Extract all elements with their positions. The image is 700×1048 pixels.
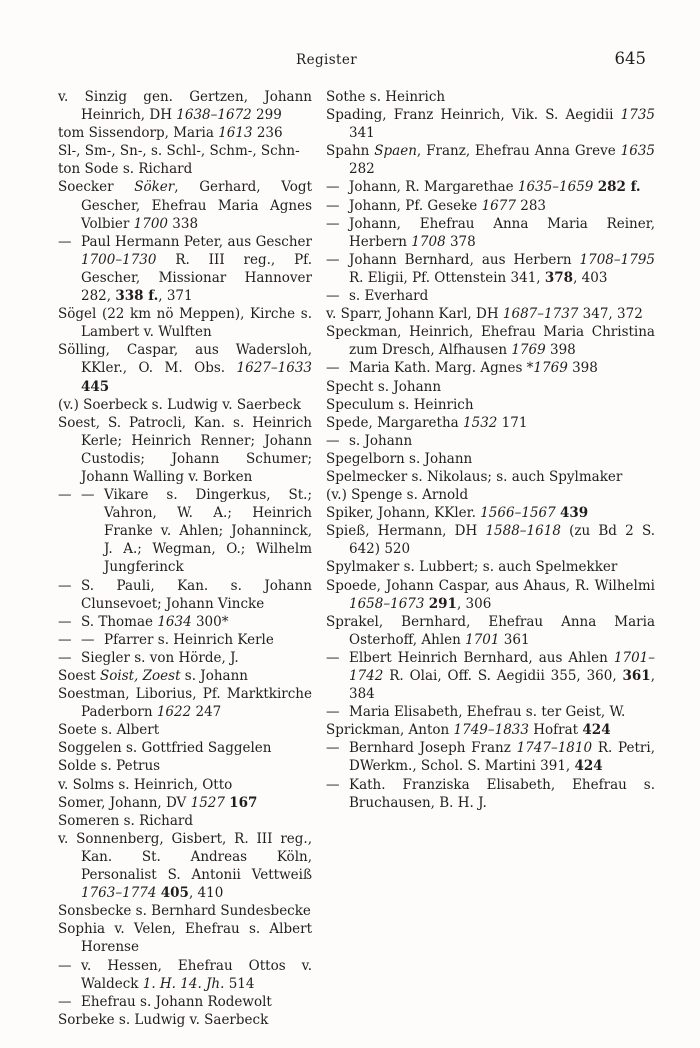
subentry-dash: — bbox=[326, 432, 340, 449]
index-entry: Somer, Johann, DV 1527 167 bbox=[58, 794, 258, 811]
index-entry: Sonsbecke s. Bernhard Sundesbecke bbox=[58, 903, 311, 920]
index-entry: v. Sonnenberg, Gisbert, R. III reg., Kan. St. Andreas Köln, Personalist S. Antonii Vettweiß 1763–1774 405, 410 bbox=[58, 830, 312, 902]
index-entry: — Maria Elisabeth, Ehefrau s. ter Geist, W. bbox=[326, 704, 626, 721]
index-entry: — — Vikare s. Dingerkus, St.; Vahron, W. A.; Heinrich Franke v. Ahlen; Johanninck, J. A.; Wegman, O.; Wilhelm Jungferinck bbox=[58, 487, 312, 576]
page-number: 645 bbox=[614, 49, 646, 68]
index-entry: Sl-, Sm-, Sn-, s. Schl-, Schm-, Schn- bbox=[58, 143, 300, 160]
subentry-dash: — bbox=[326, 251, 340, 268]
index-entry: (v.) Spenge s. Arnold bbox=[326, 487, 469, 504]
index-entry: Solde s. Petrus bbox=[58, 758, 161, 775]
index-entry: v. Sinzig gen. Gertzen, Johann Heinrich, DH 1638–1672 299 bbox=[58, 89, 312, 124]
index-entry: Sorbeke s. Ludwig v. Saerbeck bbox=[58, 1011, 269, 1028]
index-entry: Someren s. Richard bbox=[58, 812, 193, 829]
index-entry: — Elbert Heinrich Bernhard, aus Ahlen 1701–1742 R. Olai, Off. S. Aegidii 355, 360, 361, 384 bbox=[326, 649, 655, 703]
index-entry: — Johann, R. Margarethae 1635–1659 282 f. bbox=[326, 179, 641, 196]
subentry-dash: — bbox=[58, 957, 72, 974]
index-entry: — Johann, Pf. Geseke 1677 283 bbox=[326, 197, 547, 214]
index-entry: Sophia v. Velen, Ehefrau s. Albert Horense bbox=[58, 921, 312, 956]
index-entry: — Bernhard Joseph Franz 1747–1810 R. Petri, DWerkm., Schol. S. Martini 391, 424 bbox=[326, 740, 655, 775]
index-entry: — s. Johann bbox=[326, 432, 413, 449]
subentry-dash: — bbox=[326, 360, 340, 377]
index-entry: — S. Pauli, Kan. s. Johann Clunsevoet; Johann Vincke bbox=[58, 577, 312, 612]
index-entry: Spading, Franz Heinrich, Vik. S. Aegidii 1735 341 bbox=[326, 107, 655, 142]
index-entry: Soest, S. Patrocli, Kan. s. Heinrich Kerle; Heinrich Renner; Johann Custodis; Johann Schumer; Johann Walling v. Borken bbox=[58, 414, 312, 485]
index-entry: Soestman, Liborius, Pf. Marktkirche Paderborn 1622 247 bbox=[58, 686, 312, 721]
index-entry: Speckman, Heinrich, Ehefrau Maria Christina zum Dresch, Alfhausen 1769 398 bbox=[326, 324, 655, 359]
subentry-dash: — bbox=[326, 288, 340, 305]
index-entry: Spelmecker s. Nikolaus; s. auch Spylmaker bbox=[326, 468, 623, 485]
index-entry: — Johann, Ehefrau Anna Maria Reiner, Herbern 1708 378 bbox=[326, 215, 655, 250]
subentry-dash: — bbox=[58, 649, 72, 666]
index-entry: Soete s. Albert bbox=[58, 722, 160, 739]
subentry-dash: — bbox=[326, 776, 340, 793]
subentry-dash: — bbox=[81, 631, 95, 648]
index-entry: Soggelen s. Gottfried Saggelen bbox=[58, 740, 272, 757]
subentry-dash: — bbox=[58, 487, 72, 504]
index-column-left bbox=[58, 88, 312, 1029]
index-entry: — — Pfarrer s. Heinrich Kerle bbox=[58, 631, 274, 648]
index-entry: — S. Thomae 1634 300* bbox=[58, 613, 229, 630]
index-entry: v. Solms s. Heinrich, Otto bbox=[58, 776, 233, 793]
index-entry: — Johann Bernhard, aus Herbern 1708–1795 R. Eligii, Pf. Ottenstein 341, 378, 403 bbox=[326, 251, 655, 286]
index-entry: Sögel (22 km nö Meppen), Kirche s. Lambert v. Wulften bbox=[58, 306, 312, 341]
subentry-dash: — bbox=[58, 233, 72, 250]
index-entry: Spegelborn s. Johann bbox=[326, 450, 473, 467]
subentry-dash: — bbox=[58, 993, 72, 1010]
running-header: Register bbox=[296, 52, 358, 68]
index-entry: Speculum s. Heinrich bbox=[326, 396, 474, 413]
index-entry: — s. Everhard bbox=[326, 288, 429, 305]
index-entry: — v. Hessen, Ehefrau Ottos v. Waldeck 1. H. 14. Jh. 514 bbox=[58, 957, 312, 992]
index-entry: Spieß, Hermann, DH 1588–1618 (zu Bd 2 S. 642) 520 bbox=[326, 523, 655, 558]
subentry-dash: — bbox=[58, 577, 72, 594]
index-entry: Sprakel, Bernhard, Ehefrau Anna Maria Osterhoff, Ahlen 1701 361 bbox=[326, 613, 655, 648]
index-entry: tom Sissendorp, Maria 1613 236 bbox=[58, 125, 283, 142]
index-column-right bbox=[326, 88, 655, 812]
index-entry: Soest Soist, Zoest s. Johann bbox=[58, 668, 248, 684]
index-entry: Spede, Margaretha 1532 171 bbox=[326, 414, 528, 431]
index-entry: — Maria Kath. Marg. Agnes *1769 398 bbox=[326, 360, 598, 377]
index-entry: v. Sparr, Johann Karl, DH 1687–1737 347, 372 bbox=[326, 306, 643, 323]
subentry-dash: — bbox=[58, 613, 72, 630]
index-entry: Specht s. Johann bbox=[326, 378, 442, 395]
index-entry: ton Sode s. Richard bbox=[58, 161, 193, 178]
subentry-dash: — bbox=[326, 215, 340, 232]
index-entry: Spahn Spaen, Franz, Ehefrau Anna Greve 1635 282 bbox=[326, 143, 655, 178]
subentry-dash: — bbox=[326, 197, 340, 214]
index-entry: Spoede, Johann Caspar, aus Ahaus, R. Wilhelmi 1658–1673 291, 306 bbox=[326, 577, 655, 612]
index-entry: — Ehefrau s. Johann Rodewolt bbox=[58, 993, 272, 1010]
index-entry: — Siegler s. von Hörde, J. bbox=[58, 649, 239, 666]
index-entry: — Paul Hermann Peter, aus Gescher 1700–1730 R. III reg., Pf. Gescher, Missionar Hannover 282, 338 f., 371 bbox=[58, 233, 312, 305]
subentry-dash: — bbox=[326, 649, 340, 666]
index-entry: Spiker, Johann, KKler. 1566–1567 439 bbox=[326, 505, 589, 522]
index-entry: Sprickman, Anton 1749–1833 Hofrat 424 bbox=[326, 722, 611, 739]
index-entry: Sölling, Caspar, aus Wadersloh, KKler., O. M. Obs. 1627–1633 445 bbox=[58, 342, 312, 395]
subentry-dash: — bbox=[81, 487, 95, 504]
index-entry: (v.) Soerbeck s. Ludwig v. Saerbeck bbox=[58, 396, 301, 413]
index-entry: Soecker Söker, Gerhard, Vogt Gescher, Ehefrau Maria Agnes Volbier 1700 338 bbox=[58, 179, 312, 232]
subentry-dash: — bbox=[326, 704, 340, 721]
subentry-dash: — bbox=[58, 631, 72, 648]
subentry-dash: — bbox=[326, 179, 340, 196]
index-entry: — Kath. Franziska Elisabeth, Ehefrau s. Bruchausen, B. H. J. bbox=[326, 776, 655, 811]
index-entry: Sothe s. Heinrich bbox=[326, 89, 446, 105]
index-entry: Spylmaker s. Lubbert; s. auch Spelmekker bbox=[326, 559, 618, 576]
subentry-dash: — bbox=[326, 740, 340, 757]
